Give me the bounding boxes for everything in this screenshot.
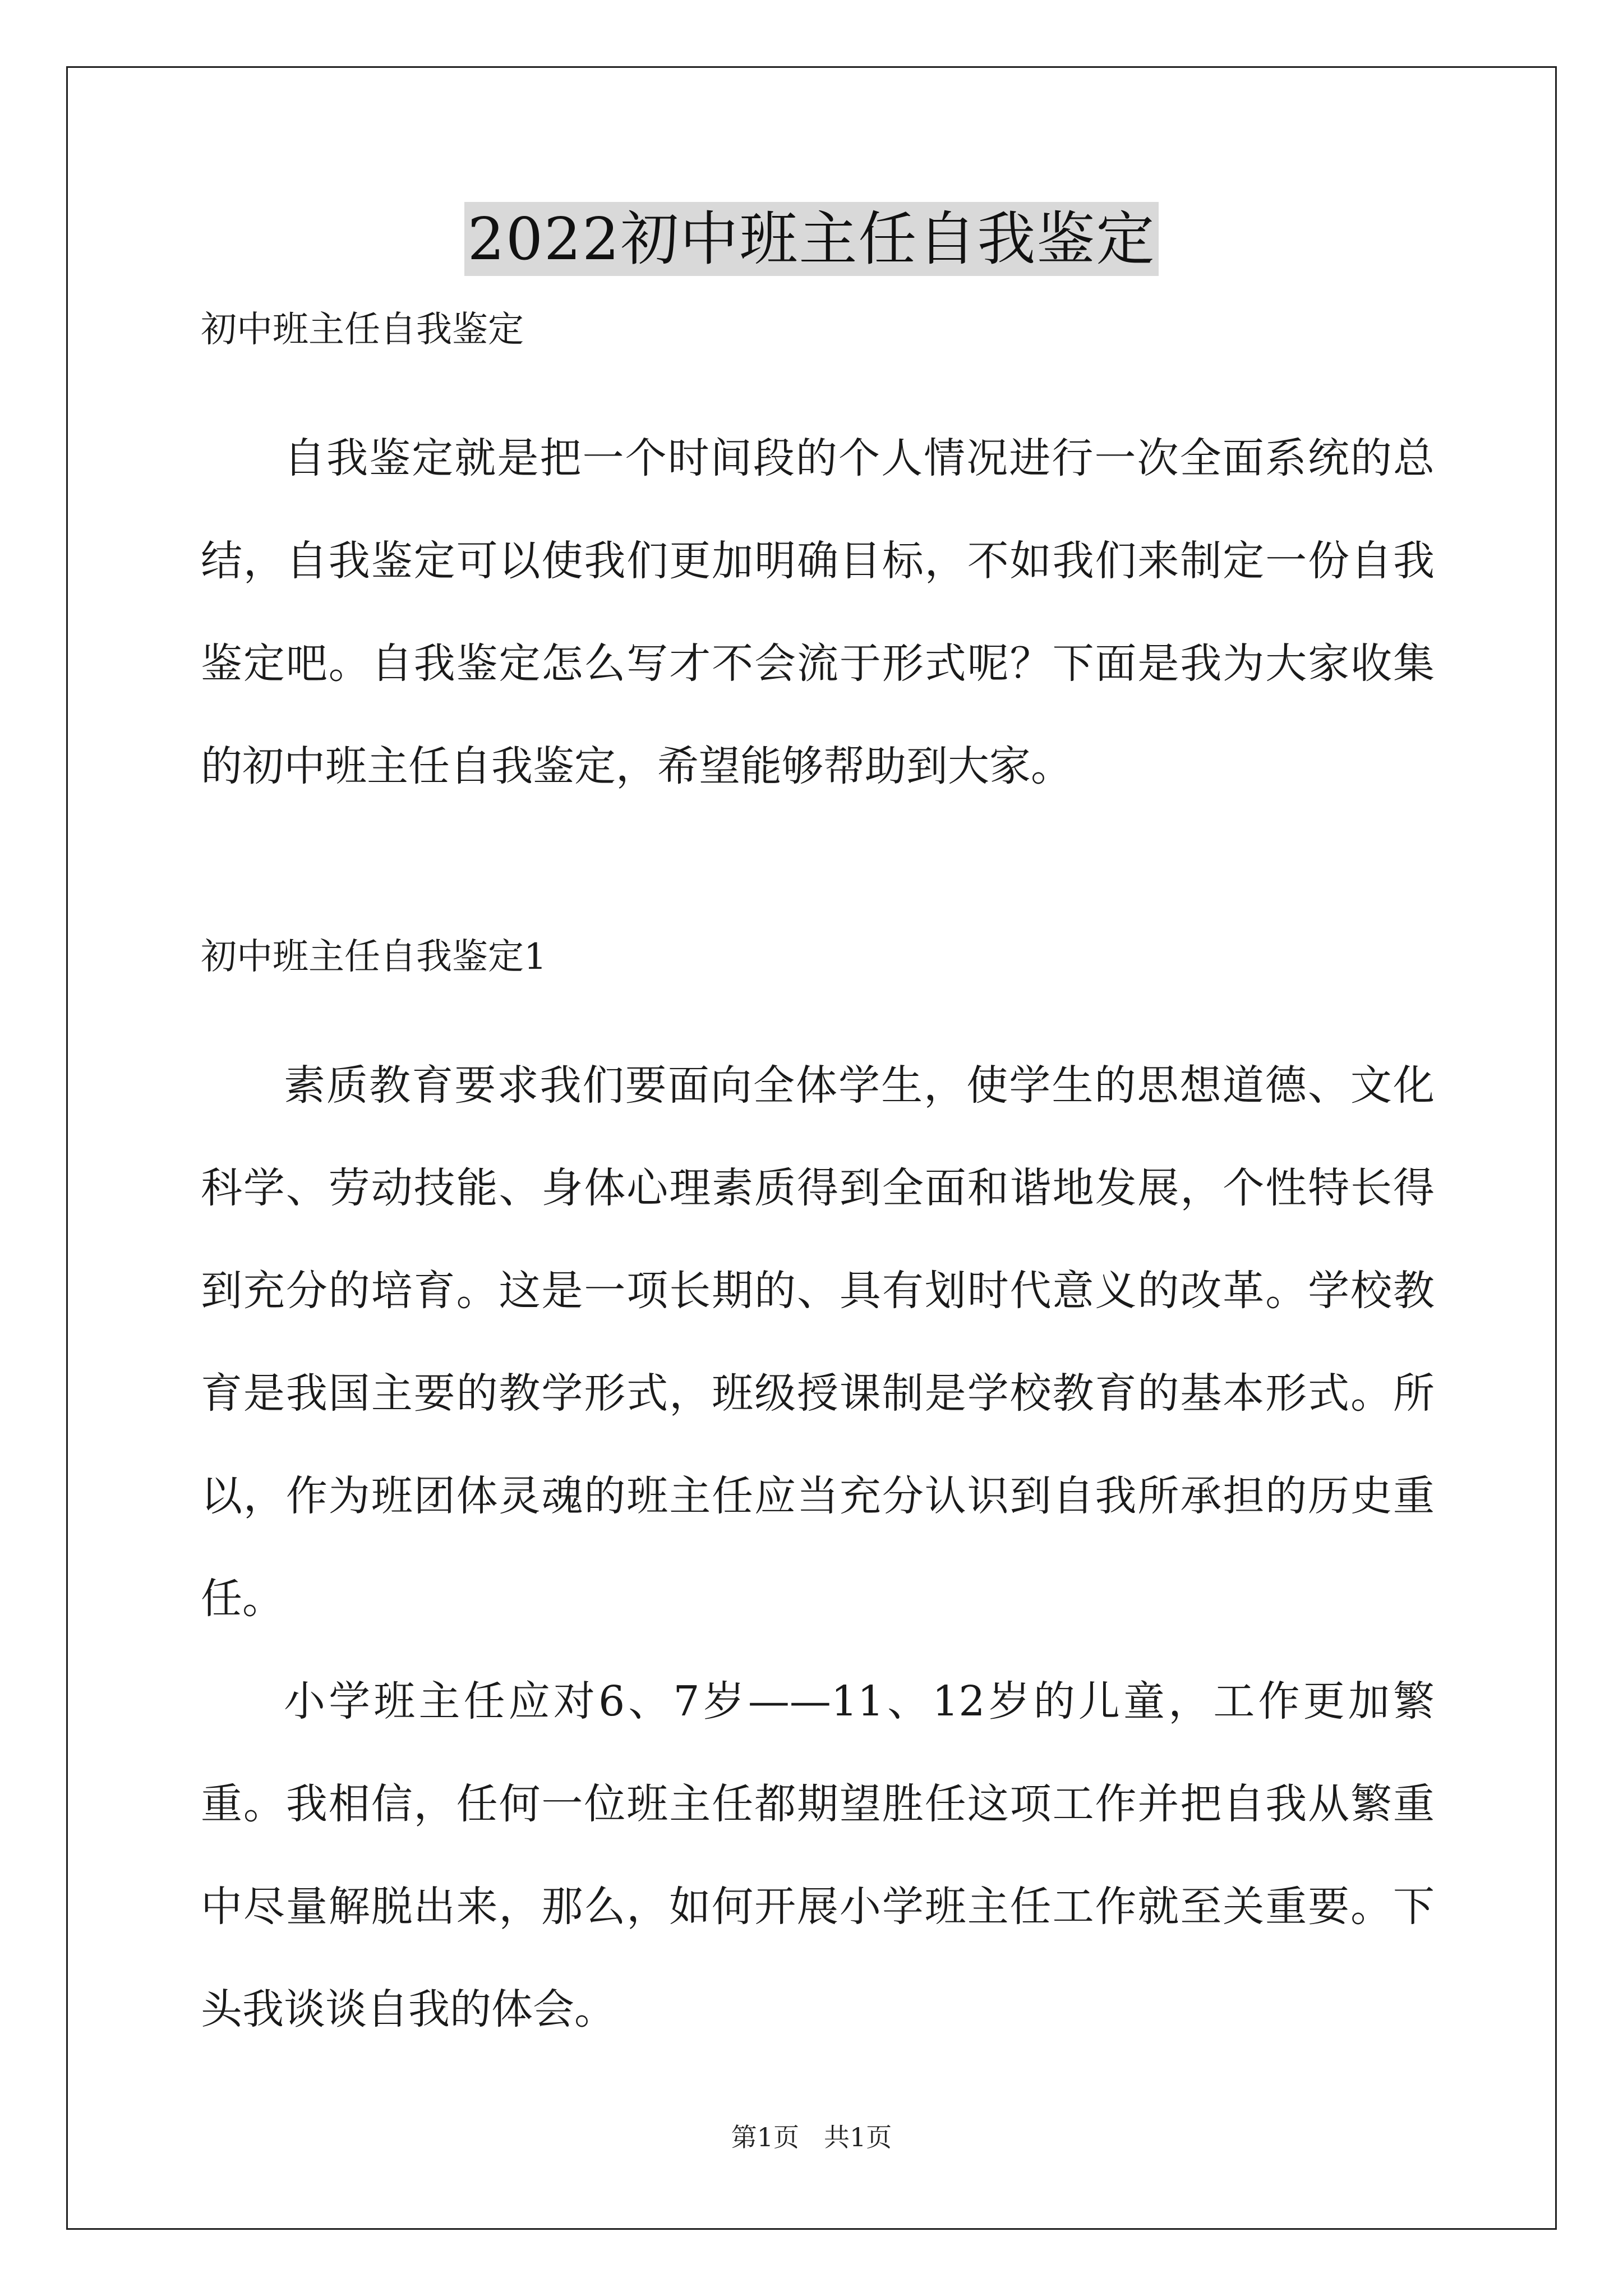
- page-footer: [0, 2120, 1623, 2154]
- document-title: 2022初中班主任自我鉴定: [464, 202, 1159, 276]
- body-paragraph-1: 素质教育要求我们要面向全体学生，使学生的思想道德、文化科学、劳动技能、身体心理素质得到全面和谐地发展，个性特长得到充分的培育。这是一项长期的、具有划时代意义的改革。学校教育是我国主要的教学形式，班级授课制是学校教育的基本形式。所以，作为班团体灵魂的班主任应当充分认识到自我所承担的历史重任。: [201, 1061, 1435, 1623]
- page-number-current: 第1页: [731, 2122, 799, 2152]
- title-container: [0, 202, 1623, 276]
- section-subtitle-1: 初中班主任自我鉴定1: [201, 936, 547, 978]
- page-number-total: 共1页: [824, 2122, 892, 2152]
- body-paragraph-2: 小学班主任应对6、7岁——11、12岁的儿童，工作更加繁重。我相信，任何一位班主任都期望胜任这项工作并把自我从繁重中尽量解脱出来，那么，如何开展小学班主任工作就至关重要。下头我谈谈自我的体会。: [201, 1677, 1435, 2033]
- document-body: [201, 303, 1435, 2061]
- intro-paragraph: 自我鉴定就是把一个时间段的个人情况进行一次全面系统的总结，自我鉴定可以使我们更加明确目标，不如我们来制定一份自我鉴定吧。自我鉴定怎么写才不会流于形式呢？下面是我为大家收集的初中班主任自我鉴定，希望能够帮助到大家。: [201, 434, 1435, 790]
- section-subtitle-intro: 初中班主任自我鉴定: [201, 309, 524, 351]
